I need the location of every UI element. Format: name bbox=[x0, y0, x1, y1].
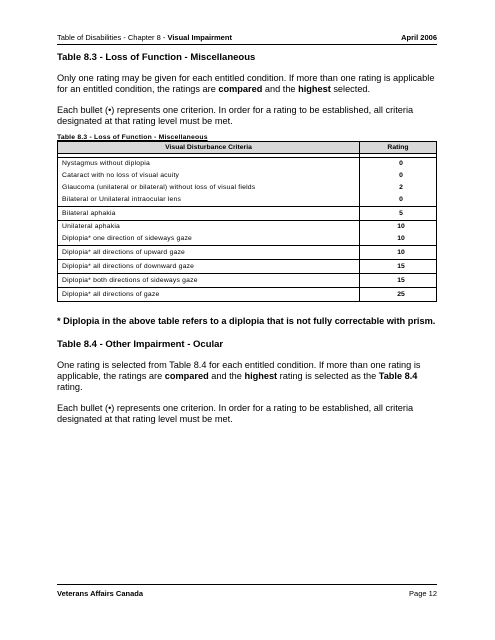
table-row bbox=[58, 207, 437, 221]
rating-value: 15 bbox=[360, 274, 437, 288]
criterion: Glaucoma (unilateral or bilateral) without loss of visual fields bbox=[62, 184, 256, 191]
criterion: Bilateral aphakia bbox=[58, 207, 360, 221]
header-date: April 2006 bbox=[401, 33, 437, 42]
paragraph-bullet-rule: Each bullet (•) represents one criterion. In order for a rating to be established, all criteria designated at that rating level must be met. bbox=[57, 105, 414, 126]
diplopia-footnote: * Diplopia in the above table refers to a diplopia that is not fully correctable with prism. bbox=[57, 316, 436, 326]
rating-value: 0 bbox=[399, 172, 403, 179]
page-number: Page 12 bbox=[409, 589, 437, 598]
rating-value: 0 bbox=[399, 160, 403, 167]
column-header-criteria: Visual Disturbance Criteria bbox=[58, 142, 360, 154]
table-row bbox=[58, 221, 437, 246]
header-left: Table of Disabilities - Chapter 8 - Visual Impairment bbox=[57, 33, 232, 42]
table-row bbox=[58, 158, 437, 207]
rating-value: 25 bbox=[360, 288, 437, 302]
table-row bbox=[58, 260, 437, 274]
page-header bbox=[57, 33, 437, 45]
criterion: Diplopia* one direction of sideways gaze bbox=[62, 235, 193, 242]
rating-value: 10 bbox=[397, 223, 405, 230]
page-content bbox=[57, 52, 437, 435]
rating-value: 15 bbox=[360, 260, 437, 274]
criterion: Diplopia* both directions of sideways gaze bbox=[58, 274, 360, 288]
loss-of-function-table bbox=[57, 141, 437, 302]
rating-value: 10 bbox=[397, 235, 405, 242]
criterion: Nystagmus without diplopia bbox=[62, 160, 150, 167]
table-caption: Table 8.3 - Loss of Function - Miscellaneous bbox=[57, 134, 208, 141]
rating-value: 10 bbox=[360, 246, 437, 260]
criterion: Diplopia* all directions of upward gaze bbox=[58, 246, 360, 260]
paragraph-rating-rule: Only one rating may be given for each entitled condition. If more than one rating is applicable for an entitled condition, the ratings are compared and the highest selected. bbox=[57, 73, 435, 94]
table-row bbox=[58, 246, 437, 260]
rating-value: 5 bbox=[360, 207, 437, 221]
section-title-8-4: Table 8.4 - Other Impairment - Ocular bbox=[57, 339, 224, 350]
page-footer bbox=[57, 584, 437, 598]
table-header-row bbox=[58, 142, 437, 154]
section-title-8-3: Table 8.3 - Loss of Function - Miscellaneous bbox=[57, 52, 256, 63]
criterion: Unilateral aphakia bbox=[62, 223, 121, 230]
criterion: Diplopia* all directions of gaze bbox=[58, 288, 360, 302]
rating-value: 2 bbox=[399, 184, 403, 191]
paragraph-rating-rule-8-4: One rating is selected from Table 8.4 for each entitled condition. If more than one rating is applicable, the ratings are compared and the highest rating is selected as the Table 8.4 rating. bbox=[57, 360, 421, 392]
footer-organization: Veterans Affairs Canada bbox=[57, 589, 144, 598]
criterion: Bilateral or Unilateral intraocular lens bbox=[62, 196, 182, 203]
table-row bbox=[58, 288, 437, 302]
criterion: Diplopia* all directions of downward gaze bbox=[58, 260, 360, 274]
paragraph-bullet-rule-8-4: Each bullet (•) represents one criterion. In order for a rating to be established, all criteria designated at that rating level must be met. bbox=[57, 403, 414, 424]
rating-value: 0 bbox=[399, 196, 403, 203]
column-header-rating: Rating bbox=[360, 142, 437, 154]
criterion: Cataract with no loss of visual acuity bbox=[62, 172, 180, 179]
table-row bbox=[58, 274, 437, 288]
